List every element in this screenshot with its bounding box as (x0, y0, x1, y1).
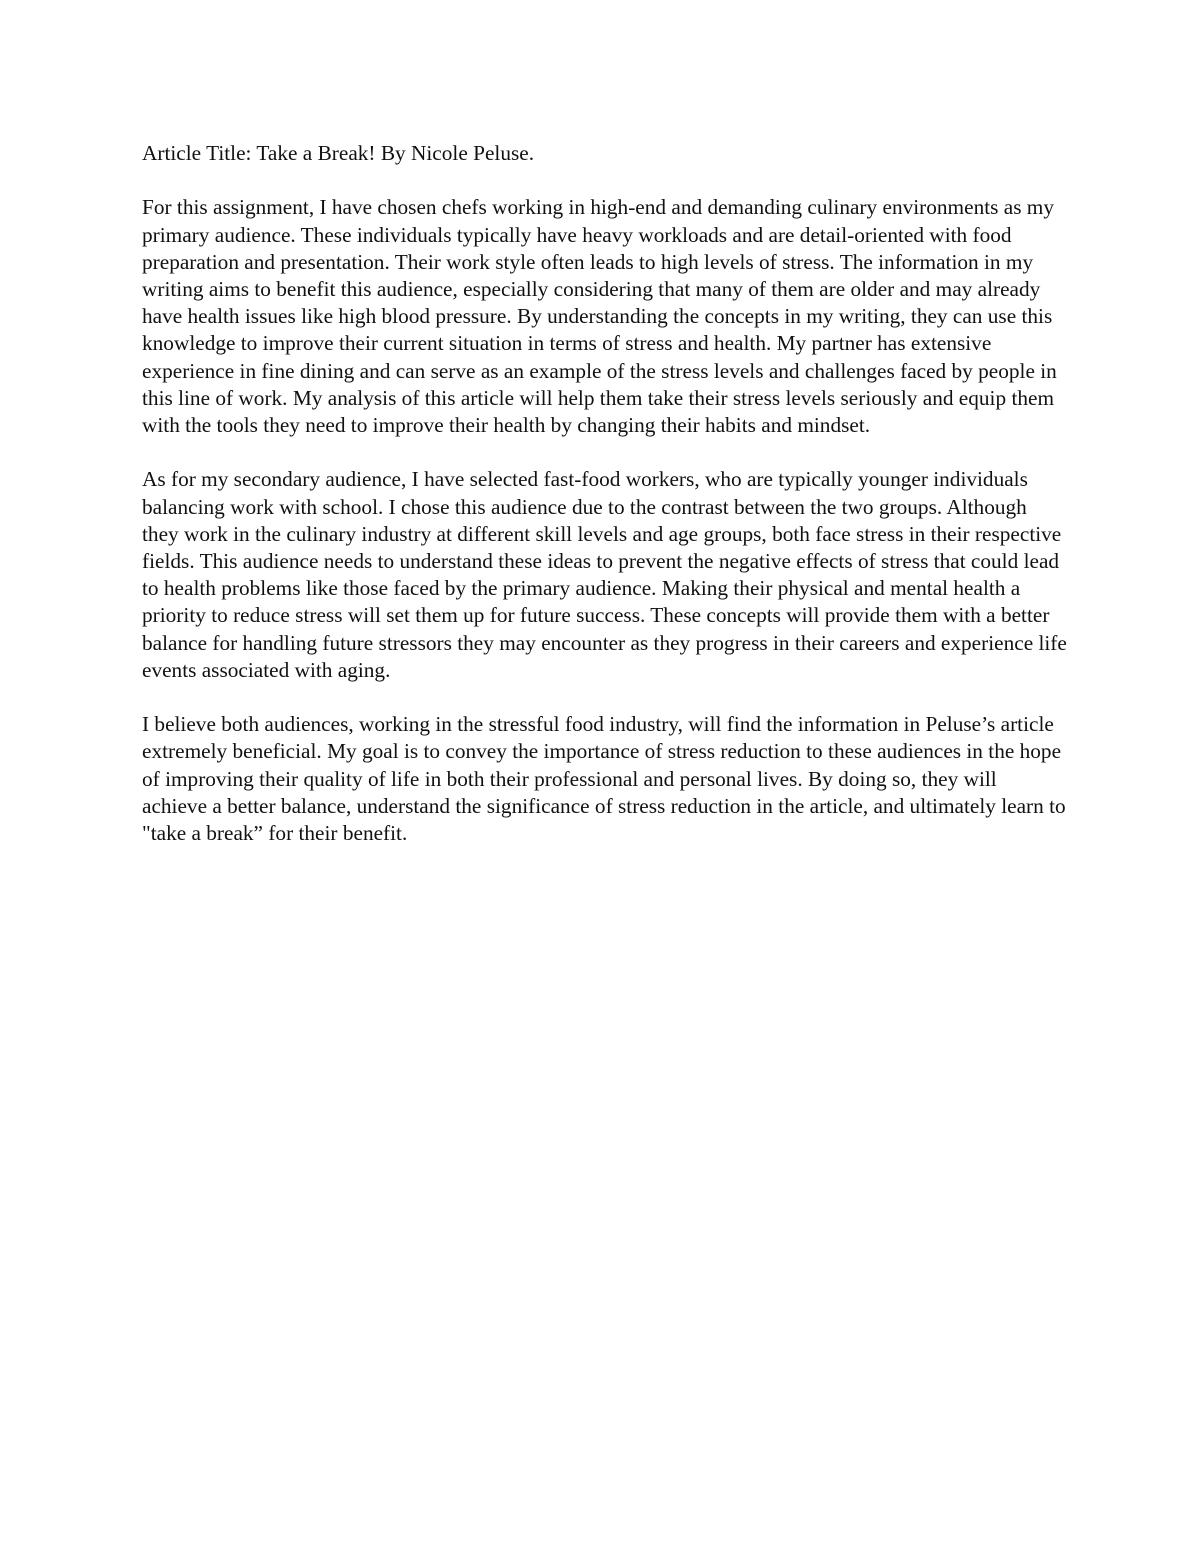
document-body (142, 140, 1067, 847)
article-title-line: Article Title: Take a Break! By Nicole Peluse. (142, 141, 535, 165)
paragraph-secondary-audience: As for my secondary audience, I have selected fast-food workers, who are typically younger individuals balancing work with school. I chose this audience due to the contrast between the two groups. Although they work in the culinary industry at different skill levels and age groups, both face stress in their respective fields. This audience needs to understand these ideas to prevent the negative effects of stress that could lead to health problems like those faced by the primary audience. Making their physical and mental health a priority to reduce stress will set them up for future success. These concepts will provide them with a better balance for handling future stressors they may encounter as they progress in their careers and experience life events associated with aging. (142, 467, 1067, 682)
paragraph-conclusion: I believe both audiences, working in the stressful food industry, will find the information in Peluse’s article extremely beneficial. My goal is to convey the importance of stress reduction to these audiences in the hope of improving their quality of life in both their professional and personal lives. By doing so, they will achieve a better balance, understand the significance of stress reduction in the article, and ultimately learn to "take a break” for their benefit. (142, 712, 1066, 846)
paragraph-primary-audience: For this assignment, I have chosen chefs working in high-end and demanding culinary environments as my primary audience. These individuals typically have heavy workloads and are detail-oriented with food preparation and presentation. Their work style often leads to high levels of stress. The information in my writing aims to benefit this audience, especially considering that many of them are older and may already have health issues like high blood pressure. By understanding the concepts in my writing, they can use this knowledge to improve their current situation in terms of stress and health. My partner has extensive experience in fine dining and can serve as an example of the stress levels and challenges faced by people in this line of work. My analysis of this article will help them take their stress levels seriously and equip them with the tools they need to improve their health by changing their habits and mindset. (142, 195, 1057, 438)
